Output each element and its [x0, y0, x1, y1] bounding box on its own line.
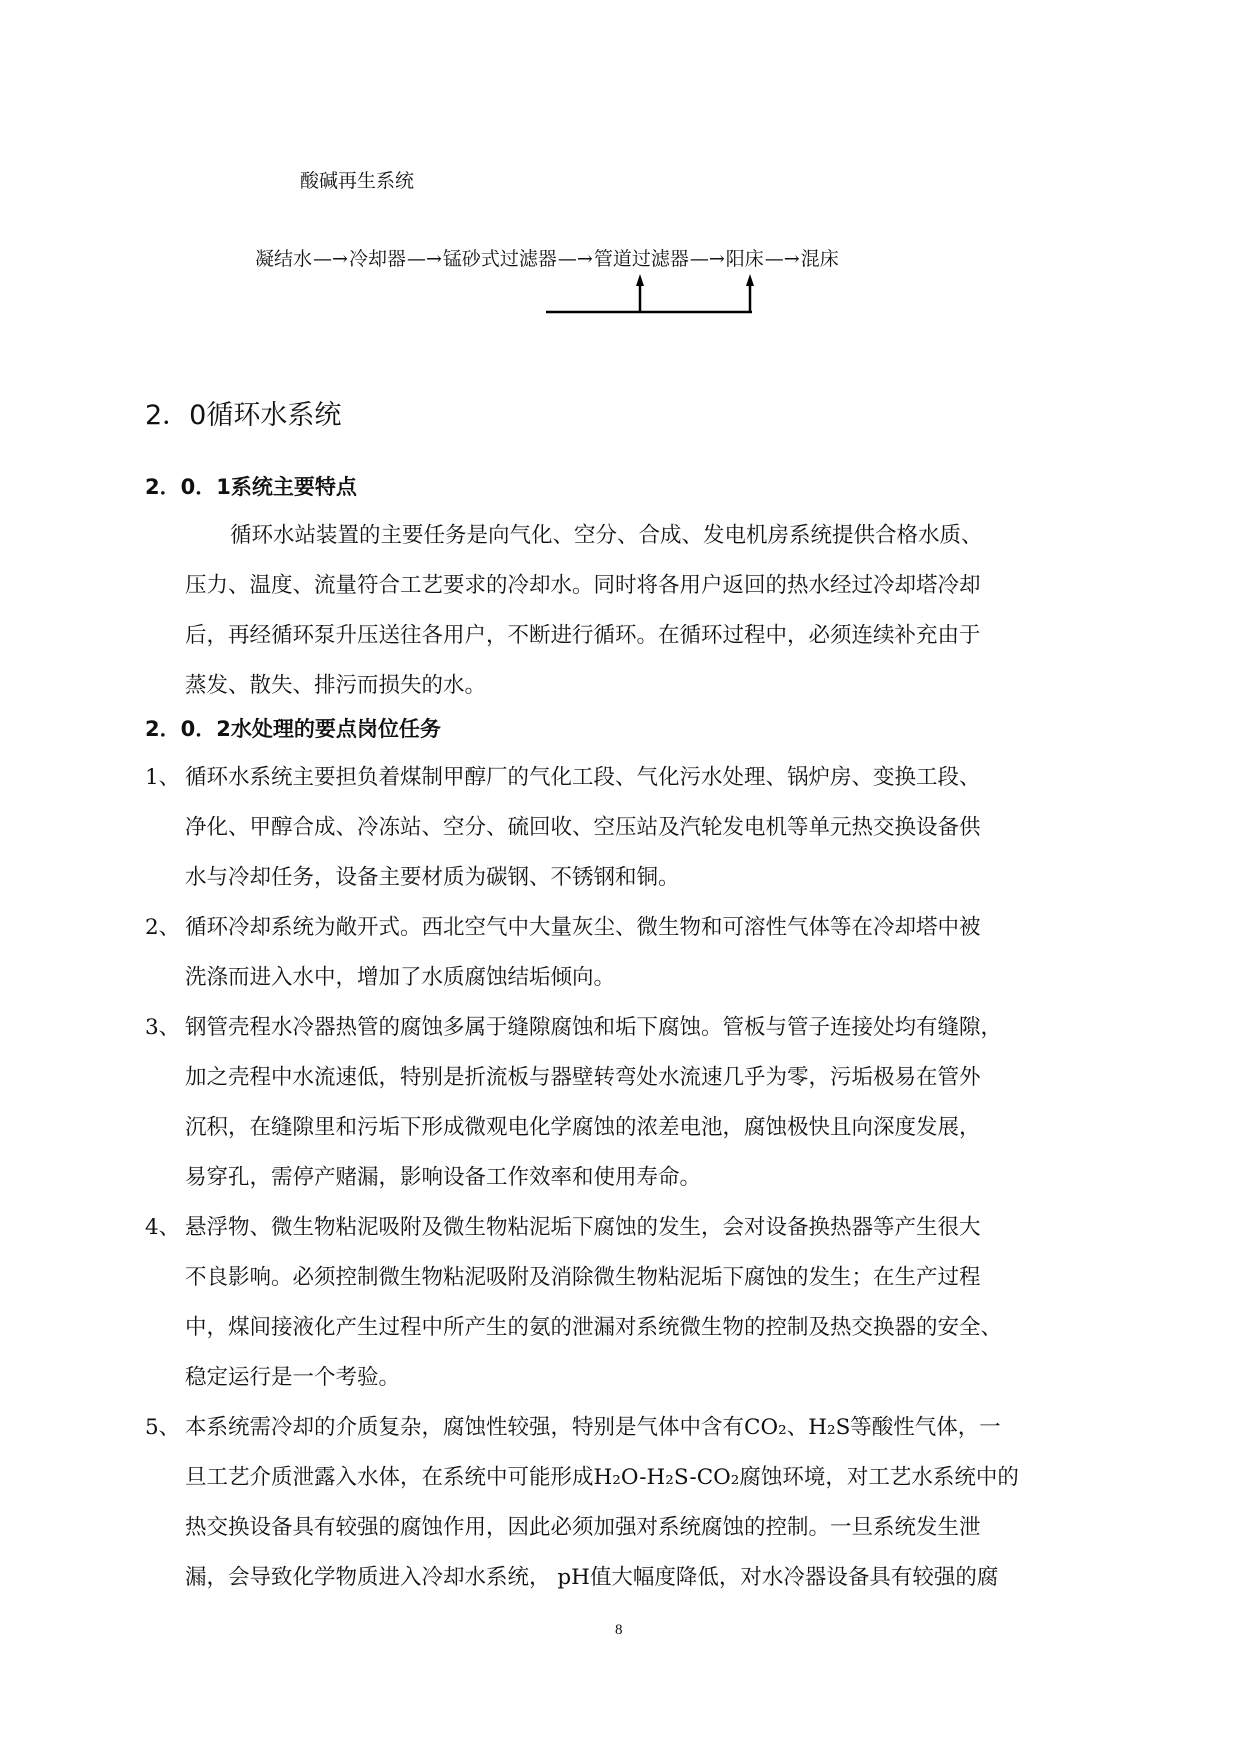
arrow-up-icon: [636, 274, 644, 286]
list-item-line: 沉积，在缝隙里和污垢下形成微观电化学腐蚀的浓差电池，腐蚀极快且向深度发展，: [185, 1115, 981, 1140]
list-number: 1、: [145, 765, 181, 790]
list-item-line: 稳定运行是一个考验。: [185, 1365, 401, 1390]
flow-step: 凝结水: [255, 248, 313, 270]
list-item-line: 钢管壳程水冷器热管的腐蚀多属于缝隙腐蚀和垢下腐蚀。管板与管子连接处均有缝隙，: [185, 1015, 1003, 1040]
arrow-right-icon: —→: [313, 248, 348, 270]
list-number: 5、: [145, 1415, 181, 1440]
list-item-line: 不良影响。必须控制微生物粘泥吸附及消除微生物粘泥垢下腐蚀的发生；在生产过程: [185, 1265, 981, 1290]
paragraph-line: 压力、温度、流量符合工艺要求的冷却水。同时将各用户返回的热水经过冷却塔冷却: [185, 573, 981, 598]
list-number: 2、: [145, 915, 181, 940]
list-item-line: 本系统需冷却的介质复杂，腐蚀性较强，特别是气体中含有CO₂、H₂S等酸性气体，一: [185, 1415, 1001, 1440]
page-number: 8: [615, 1622, 623, 1638]
arrow-right-icon: —→: [689, 248, 725, 270]
subsection-heading: 2．0．1系统主要特点: [145, 475, 357, 499]
list-item-line: 循环冷却系统为敞开式。西北空气中大量灰尘、微生物和可溶性气体等在冷却塔中被: [185, 915, 981, 940]
flow-step: 冷却器: [348, 248, 406, 270]
list-item-line: 水与冷却任务，设备主要材质为碳钢、不锈钢和铜。: [185, 865, 680, 890]
arrow-right-icon: —→: [557, 248, 593, 270]
list-item-line: 加之壳程中水流速低，特别是折流板与器壁转弯处水流速几乎为零，污垢极易在管外: [185, 1065, 981, 1090]
list-item-line: 悬浮物、微生物粘泥吸附及微生物粘泥垢下腐蚀的发生，会对设备换热器等产生很大: [185, 1215, 981, 1240]
list-number: 3、: [145, 1015, 181, 1040]
list-number: 4、: [145, 1215, 181, 1240]
paragraph-line: 蒸发、散失、排污而损失的水。: [185, 673, 487, 698]
regeneration-feed-lines: [0, 0, 1241, 340]
list-item-line: 漏，会导致化学物质进入冷却水系统， pH值大幅度降低，对水冷器设备具有较强的腐: [185, 1565, 999, 1590]
paragraph-line: 循环水站装置的主要任务是向气化、空分、合成、发电机房系统提供合格水质、: [230, 523, 983, 548]
list-item-line: 洗涤而进入水中，增加了水质腐蚀结垢倾向。: [185, 965, 616, 990]
paragraph-line: 后，再经循环泵升压送往各用户，不断进行循环。在循环过程中，必须连续补充由于: [185, 623, 981, 648]
flow-step: 管道过滤器: [593, 248, 689, 270]
list-item-line: 循环水系统主要担负着煤制甲醇厂的气化工段、气化污水处理、锅炉房、变换工段、: [185, 765, 981, 790]
subsection-heading: 2．0．2水处理的要点岗位任务: [145, 717, 441, 741]
list-item-line: 易穿孔，需停产赌漏，影响设备工作效率和使用寿命。: [185, 1165, 702, 1190]
diagram-title: 酸碱再生系统: [300, 170, 415, 192]
list-item-line: 净化、甲醇合成、冷冻站、空分、硫回收、空压站及汽轮发电机等单元热交换设备供: [185, 815, 981, 840]
flow-step: 混床: [800, 248, 839, 270]
flow-step: 阳床: [725, 248, 764, 270]
list-item-line: 旦工艺介质泄露入水体，在系统中可能形成H₂O-H₂S-CO₂腐蚀环境，对工艺水系统中的: [185, 1465, 1019, 1490]
arrow-right-icon: —→: [764, 248, 800, 270]
section-heading: 2．0循环水系统: [145, 400, 342, 431]
arrow-up-icon: [746, 274, 754, 286]
list-item-line: 中，煤间接液化产生过程中所产生的氨的泄漏对系统微生物的控制及热交换器的安全、: [185, 1315, 1003, 1340]
flow-step: 锰砂式过滤器: [442, 248, 557, 270]
list-item-line: 热交换设备具有较强的腐蚀作用，因此必须加强对系统腐蚀的控制。一旦系统发生泄: [185, 1515, 981, 1540]
arrow-right-icon: —→: [406, 248, 442, 270]
